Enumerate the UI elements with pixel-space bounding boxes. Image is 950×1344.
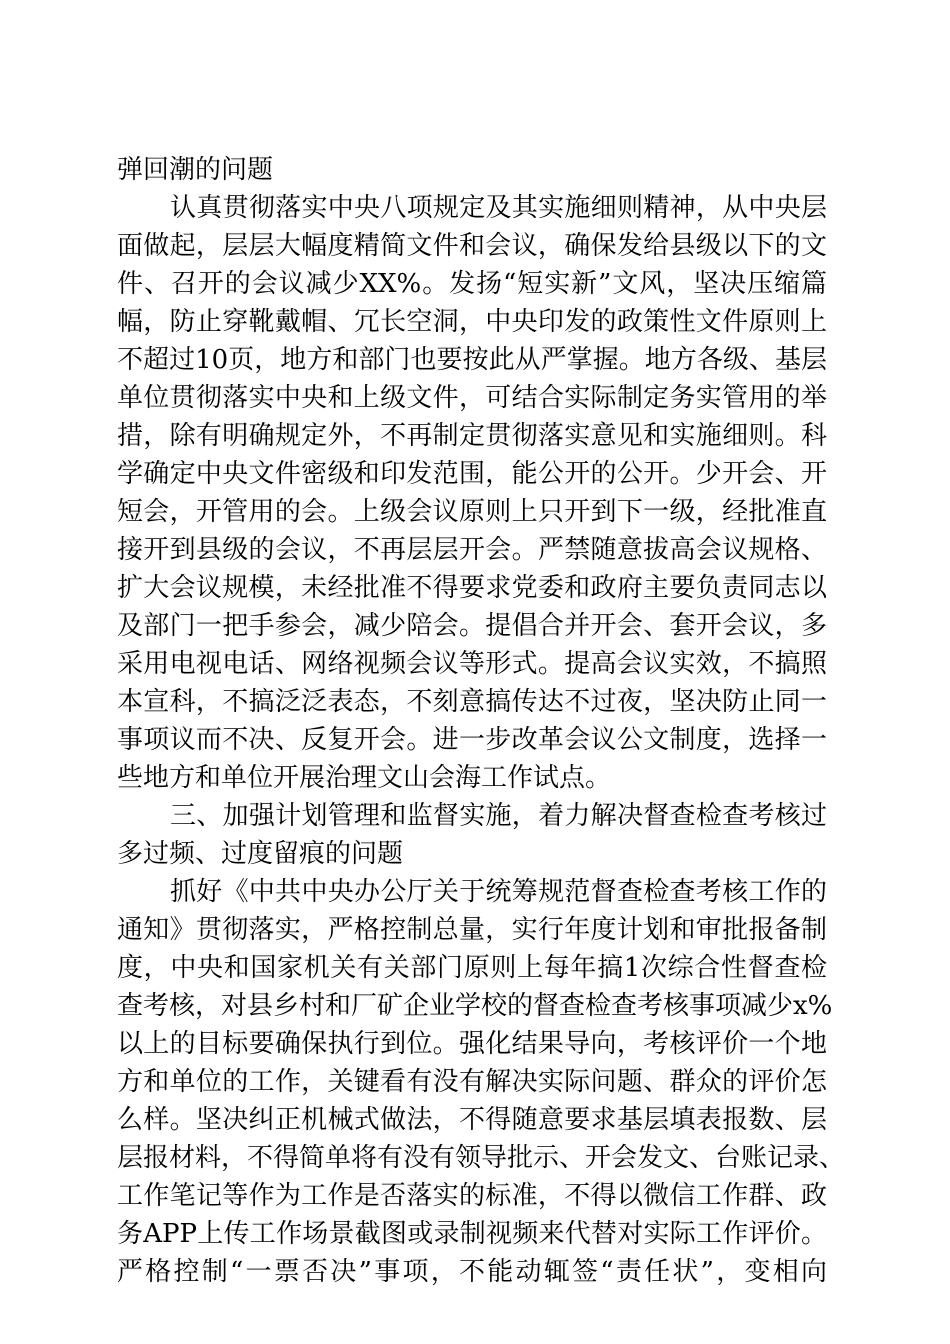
paragraph-line: 以上的目标要确保执行到位。强化结果导向，考核评价一个地	[117, 1029, 827, 1059]
paragraph-line: 度，中央和国家机关有关部门原则上每年搞1次综合性督查检	[117, 953, 827, 983]
paragraph-line: 幅，防止穿靴戴帽、冗长空洞，中央印发的政策性文件原则上	[117, 307, 827, 337]
paragraph-line: 事项议而不决、反复开会。进一步改革会议公文制度，选择一	[117, 725, 827, 755]
paragraph-line: 及部门一把手参会，减少陪会。提倡合并开会、套开会议，多	[117, 611, 827, 641]
paragraph-line: 学确定中央文件密级和印发范围，能公开的公开。少开会、开	[117, 459, 827, 489]
paragraph-line: 严格控制“一票否决”事项，不能动辄签“责任状”，变相向	[117, 1257, 827, 1287]
paragraph-line: 本宣科，不搞泛泛表态，不刻意搞传达不过夜，坚决防止同一	[117, 687, 827, 717]
paragraph-line: 层报材料，不得简单将有没有领导批示、开会发文、台账记录、	[117, 1143, 846, 1173]
paragraph-line: 查考核，对县乡村和厂矿企业学校的督查检查考核事项减少x%	[117, 991, 833, 1021]
paragraph-line: 采用电视电话、网络视频会议等形式。提高会议实效，不搞照	[117, 649, 827, 679]
paragraph-line: 措，除有明确规定外，不再制定贯彻落实意见和实施细则。科	[117, 421, 827, 451]
paragraph-line: 务APP上传工作场景截图或录制视频来代替对实际工作评价。	[117, 1219, 827, 1249]
paragraph-line: 抓好《中共中央办公厅关于统筹规范督查检查考核工作的	[170, 877, 827, 907]
paragraph-line: 通知》贯彻落实，严格控制总量，实行年度计划和审批报备制	[117, 915, 827, 945]
paragraph-line: 接开到县级的会议，不再层层开会。严禁随意拔高会议规格、	[117, 535, 827, 565]
section-heading-line: 三、加强计划管理和监督实施，着力解决督查检查考核过	[170, 801, 827, 831]
heading-continuation-line: 弹回潮的问题	[117, 155, 274, 185]
paragraph-line: 扩大会议规模，未经批准不得要求党委和政府主要负责同志以	[117, 573, 827, 603]
paragraph-line: 不超过10页，地方和部门也要按此从严掌握。地方各级、基层	[117, 345, 827, 375]
paragraph-line: 些地方和单位开展治理文山会海工作试点。	[117, 763, 612, 793]
paragraph-line: 么样。坚决纠正机械式做法，不得随意要求基层填表报数、层	[117, 1105, 827, 1135]
paragraph-line: 工作笔记等作为工作是否落实的标准，不得以微信工作群、政	[117, 1181, 827, 1211]
paragraph-line: 短会，开管用的会。上级会议原则上只开到下一级，经批准直	[117, 497, 827, 527]
paragraph-line: 单位贯彻落实中央和上级文件，可结合实际制定务实管用的举	[117, 383, 827, 413]
paragraph-line: 方和单位的工作，关键看有没有解决实际问题、群众的评价怎	[117, 1067, 827, 1097]
paragraph-line: 件、召开的会议减少XX%。发扬“短实新”文风，坚决压缩篇	[117, 269, 827, 299]
paragraph-line: 面做起，层层大幅度精简文件和会议，确保发给县级以下的文	[117, 231, 827, 261]
section-heading-line: 多过频、过度留痕的问题	[117, 839, 404, 869]
paragraph-line: 认真贯彻落实中央八项规定及其实施细则精神，从中央层	[170, 193, 827, 223]
